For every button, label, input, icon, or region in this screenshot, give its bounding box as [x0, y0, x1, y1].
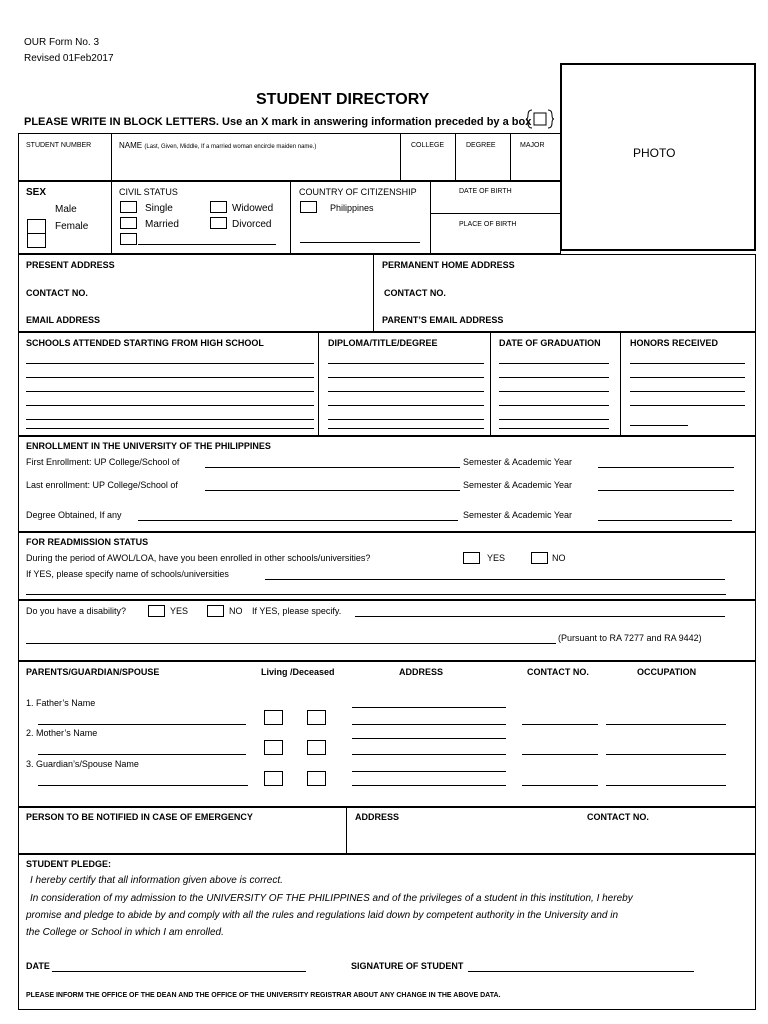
father-living-checkbox[interactable]	[264, 710, 283, 725]
sex-label: SEX	[26, 187, 47, 198]
first-enrollment-label: First Enrollment: UP College/School of	[26, 457, 180, 467]
female-checkbox[interactable]	[27, 233, 46, 248]
readmission-specify-label: If YES, please specify name of schools/universities	[26, 569, 229, 579]
disability-section	[18, 600, 756, 661]
email-address-label: EMAIL ADDRESS	[26, 315, 101, 325]
single-checkbox[interactable]	[120, 201, 137, 213]
guardian-name-label: 3. Guardian’s/Spouse Name	[26, 759, 139, 769]
diploma-line[interactable]	[328, 405, 484, 406]
pledge-heading: STUDENT PLEDGE:	[26, 859, 112, 869]
philippines-label: Philippines	[330, 203, 374, 213]
mother-name-label: 2. Mother’s Name	[26, 728, 98, 738]
pledge-line-2: In consideration of my admission to the UNIVERSITY OF THE PHILIPPINES and of the privileges of a student in this institution, I hereby	[30, 893, 633, 904]
honors-line[interactable]	[630, 425, 688, 426]
disability-question: Do you have a disability?	[26, 606, 127, 616]
citizenship-label: COUNTRY OF CITIZENSHIP	[299, 187, 417, 197]
guardian-deceased-checkbox[interactable]	[307, 771, 326, 786]
instructions: PLEASE WRITE IN BLOCK LETTERS. Use an X mark in answering information preceded by a box	[24, 116, 532, 128]
school-name-line[interactable]	[26, 391, 314, 392]
pledge-line-4: the College or School in which I am enrolled.	[26, 927, 224, 938]
readmission-yes-checkbox[interactable]	[463, 552, 480, 564]
readmission-heading: FOR READMISSION STATUS	[26, 537, 149, 547]
pledge-date-label: DATE	[26, 961, 50, 971]
revised-date: Revised 01Feb2017	[24, 53, 114, 64]
mother-deceased-checkbox[interactable]	[307, 740, 326, 755]
readmission-no-label: NO	[552, 553, 566, 563]
diploma-line[interactable]	[328, 428, 484, 429]
parents-email-label: PARENT’S EMAIL ADDRESS	[382, 315, 504, 325]
last-semester-line[interactable]	[598, 490, 734, 491]
parent-address-line[interactable]	[352, 785, 506, 786]
student-number-label: STUDENT NUMBER	[26, 142, 92, 149]
parent-contact-line[interactable]	[522, 724, 598, 725]
page-title: STUDENT DIRECTORY	[256, 91, 430, 108]
schools-attended-label: SCHOOLS ATTENDED STARTING FROM HIGH SCHOOL	[26, 338, 264, 348]
parents-address-label: ADDRESS	[399, 667, 444, 677]
graduation-date-line[interactable]	[499, 419, 609, 420]
parent-address-line[interactable]	[352, 771, 506, 772]
school-name-line[interactable]	[26, 419, 314, 420]
widowed-label: Widowed	[232, 203, 274, 214]
civil-other-line[interactable]	[138, 244, 276, 245]
name-title: NAME	[119, 141, 143, 150]
present-address-label: PRESENT ADDRESS	[26, 260, 115, 270]
school-name-line[interactable]	[26, 363, 314, 364]
degree-obtained-label: Degree Obtained, If any	[26, 510, 122, 520]
mother-living-checkbox[interactable]	[264, 740, 283, 755]
parent-contact-line[interactable]	[522, 785, 598, 786]
school-name-line[interactable]	[26, 428, 314, 429]
female-label: Female	[55, 221, 89, 232]
school-name-line[interactable]	[26, 377, 314, 378]
graduation-date-line[interactable]	[499, 405, 609, 406]
father-deceased-checkbox[interactable]	[307, 710, 326, 725]
male-label: Male	[55, 204, 77, 215]
living-deceased-label: Living /Deceased	[261, 667, 335, 677]
divorced-label: Divorced	[232, 219, 272, 230]
parent-address-line[interactable]	[352, 707, 506, 708]
contact-no-label: CONTACT NO.	[26, 288, 88, 298]
diploma-line[interactable]	[328, 391, 484, 392]
first-semester-label: Semester & Academic Year	[463, 457, 573, 467]
box-symbol-icon	[526, 109, 554, 129]
parents-occupation-label: OCCUPATION	[637, 667, 697, 677]
change-notice: PLEASE INFORM THE OFFICE OF THE DEAN AND THE OFFICE OF THE UNIVERSITY REGISTRAR ABOUT ANY CHANGE IN THE ABOVE DATA.	[26, 992, 501, 999]
disability-yes-label: YES	[170, 606, 189, 616]
signature-line[interactable]	[468, 971, 694, 972]
school-name-line[interactable]	[26, 405, 314, 406]
readmission-no-checkbox[interactable]	[531, 552, 548, 564]
male-checkbox[interactable]	[27, 219, 46, 234]
parent-occupation-line[interactable]	[606, 785, 726, 786]
honors-line[interactable]	[630, 363, 745, 364]
disability-yes-checkbox[interactable]	[148, 605, 165, 617]
graduation-date-line[interactable]	[499, 391, 609, 392]
parents-heading: PARENTS/GUARDIAN/SPOUSE	[26, 667, 160, 677]
degree-semester-label: Semester & Academic Year	[463, 510, 573, 520]
college-label: COLLEGE	[411, 142, 445, 149]
readmission-question: During the period of AWOL/LOA, have you been enrolled in other schools/universities?	[26, 553, 371, 563]
photo-label: PHOTO	[633, 146, 676, 160]
honors-line[interactable]	[630, 377, 745, 378]
graduation-date-line[interactable]	[499, 428, 609, 429]
pledge-line-1: I hereby certify that all information given above is correct.	[30, 875, 283, 886]
major-label: MAJOR	[520, 142, 545, 149]
last-enrollment-line[interactable]	[205, 490, 460, 491]
form-number: OUR Form No. 3	[24, 37, 100, 48]
degree-label: DEGREE	[466, 142, 496, 149]
readmission-extra-line[interactable]	[26, 594, 726, 595]
graduation-date-line[interactable]	[499, 363, 609, 364]
divorced-checkbox[interactable]	[210, 217, 227, 229]
civil-other-checkbox[interactable]	[120, 233, 137, 245]
diploma-label: DIPLOMA/TITLE/DEGREE	[328, 338, 438, 348]
single-label: Single	[145, 203, 173, 214]
father-name-line[interactable]	[38, 724, 246, 725]
parent-address-line[interactable]	[352, 724, 506, 725]
disability-specify-line[interactable]	[355, 616, 725, 617]
honors-line[interactable]	[630, 405, 745, 406]
parent-address-line[interactable]	[352, 754, 506, 755]
graduation-date-line[interactable]	[499, 377, 609, 378]
diploma-line[interactable]	[328, 377, 484, 378]
readmission-yes-label: YES	[487, 553, 506, 563]
parent-occupation-line[interactable]	[606, 754, 726, 755]
married-label: Married	[145, 219, 179, 230]
father-name-label: 1. Father’s Name	[26, 698, 96, 708]
widowed-checkbox[interactable]	[210, 201, 227, 213]
last-semester-label: Semester & Academic Year	[463, 480, 573, 490]
pursuant-note: (Pursuant to RA 7277 and RA 9442)	[558, 633, 702, 643]
first-semester-line[interactable]	[598, 467, 734, 468]
degree-semester-line[interactable]	[598, 520, 732, 521]
parent-occupation-line[interactable]	[606, 724, 726, 725]
permanent-address-label: PERMANENT HOME ADDRESS	[382, 260, 515, 270]
guardian-living-checkbox[interactable]	[264, 771, 283, 786]
citizenship-other-line[interactable]	[300, 242, 420, 243]
disability-extra-line[interactable]	[26, 643, 556, 644]
emergency-person-label: PERSON TO BE NOTIFIED IN CASE OF EMERGENCY	[26, 812, 253, 822]
name-label	[119, 141, 316, 152]
diploma-line[interactable]	[328, 419, 484, 420]
civil-status-label: CIVIL STATUS	[119, 187, 178, 197]
mother-name-line[interactable]	[38, 754, 246, 755]
disability-no-label: NO	[229, 606, 243, 616]
parent-address-line[interactable]	[352, 738, 506, 739]
photo-box[interactable]	[560, 63, 756, 251]
married-checkbox[interactable]	[120, 217, 137, 229]
degree-obtained-line[interactable]	[138, 520, 458, 521]
parent-contact-line[interactable]	[522, 754, 598, 755]
diploma-line[interactable]	[328, 363, 484, 364]
signature-label: SIGNATURE OF STUDENT	[351, 961, 464, 971]
graduation-date-label: DATE OF GRADUATION	[499, 338, 601, 348]
permanent-contact-no-label: CONTACT NO.	[384, 288, 446, 298]
philippines-checkbox[interactable]	[300, 201, 317, 213]
pledge-line-3: promise and pledge to abide by and comply with all the rules and regulations laid down by competent authority in the University and in	[26, 910, 619, 921]
last-enrollment-label: Last enrollment: UP College/School of	[26, 480, 178, 490]
readmission-specify-line[interactable]	[265, 579, 725, 580]
disability-specify-label: If YES, please specify.	[252, 606, 342, 616]
emergency-address-label: ADDRESS	[355, 812, 400, 822]
parents-contact-label: CONTACT NO.	[527, 667, 589, 677]
date-of-birth-label: DATE OF BIRTH	[459, 188, 512, 195]
honors-line[interactable]	[630, 391, 745, 392]
guardian-name-line[interactable]	[38, 785, 248, 786]
first-enrollment-line[interactable]	[205, 467, 460, 468]
emergency-contact-label: CONTACT NO.	[587, 812, 649, 822]
place-of-birth-label: PLACE OF BIRTH	[459, 221, 517, 228]
disability-no-checkbox[interactable]	[207, 605, 224, 617]
pledge-date-line[interactable]	[52, 971, 306, 972]
enrollment-heading: ENROLLMENT IN THE UNIVERSITY OF THE PHILIPPINES	[26, 441, 271, 451]
honors-label: HONORS RECEIVED	[630, 338, 719, 348]
name-note: (Last, Given, Middle, If a married woman encircle maiden name.)	[144, 144, 317, 150]
